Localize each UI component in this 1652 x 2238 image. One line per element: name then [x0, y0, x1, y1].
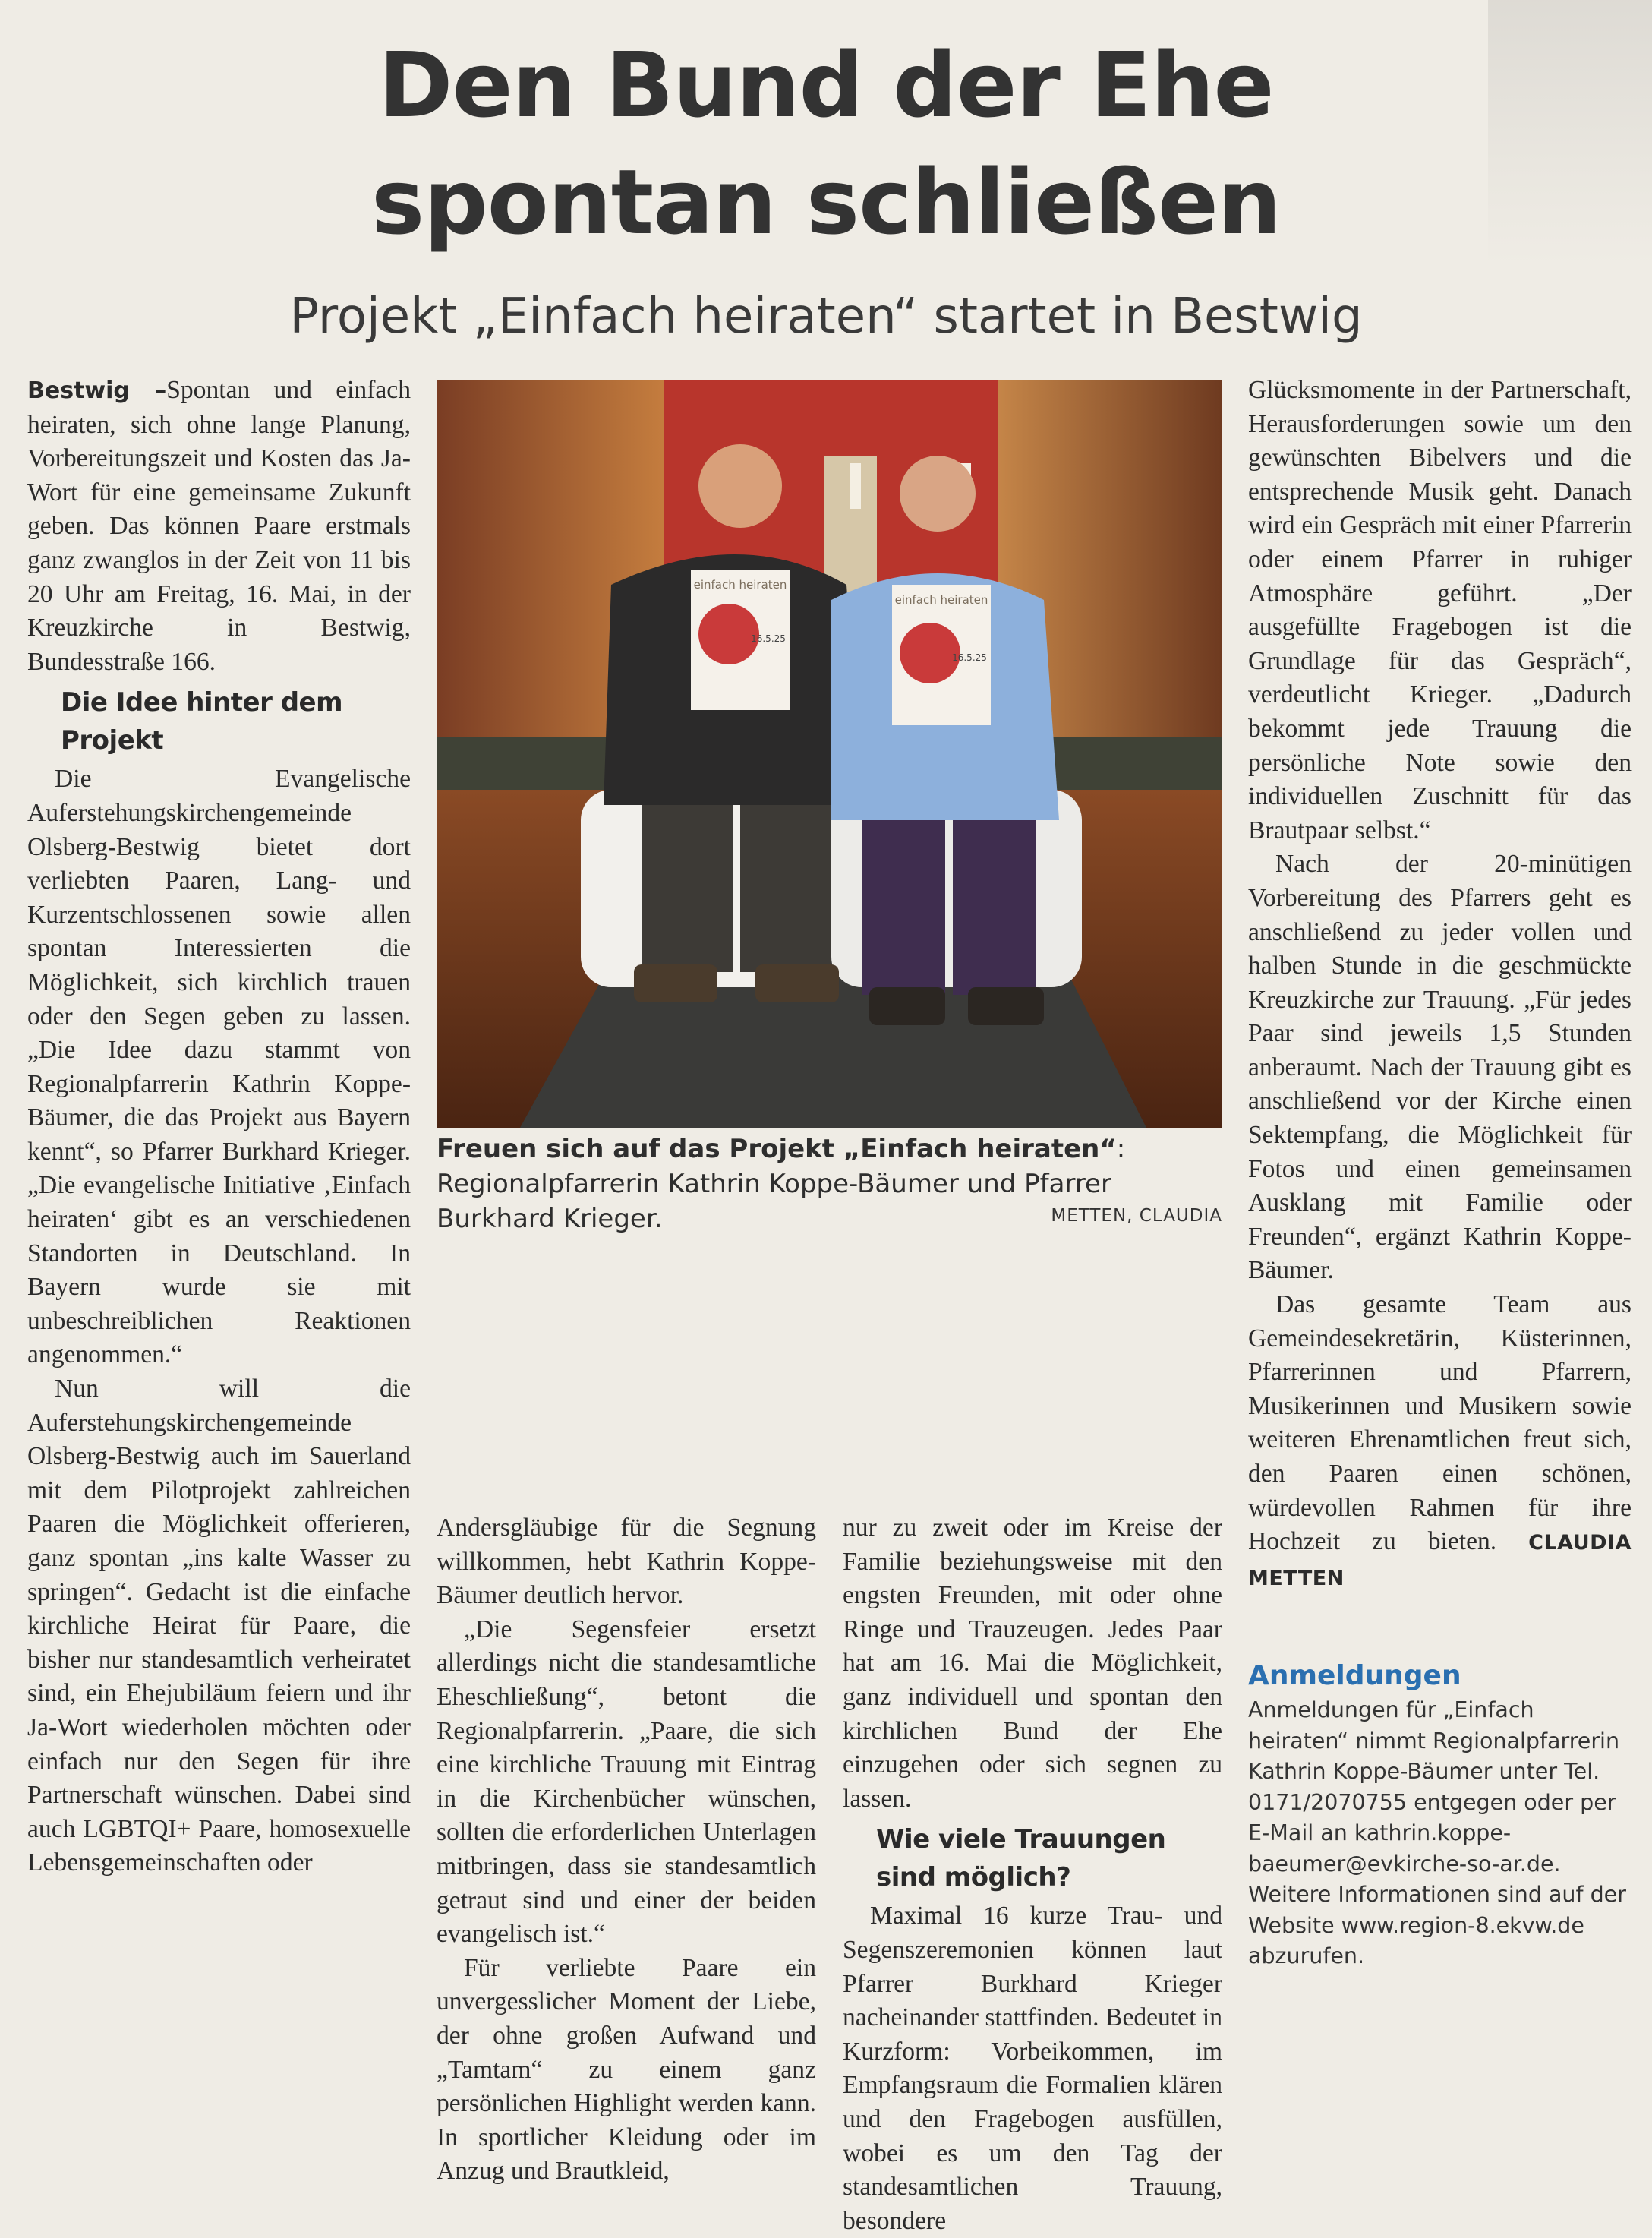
paragraph-7: Maximal 16 kurze Trau- und Segenszeremonien können laut Pfarrer Burkhard Krieger nacheinander stattfinden. Bedeutet in Kurzform: Vorbeikommen, im Empfangsraum die Formalien klären und den Fragebogen ausfüllen, wobei es um den Tag der standesamtlichen Trauung, besondere: [843, 1902, 1222, 2235]
article-column-4: [1248, 374, 1632, 1596]
infobox-title: Anmeldungen: [1248, 1660, 1461, 1691]
flyer-left-title: einfach heiraten: [693, 578, 787, 592]
headline-line-2: spontan schließen: [371, 150, 1281, 254]
paragraph-3: Andersgläubige für die Segnung willkommen, hebt Kathrin Koppe-Bäumer deutlich hervor.: [437, 1514, 816, 1610]
paragraph-9: Nach der 20-minütigen Vorbereitung des Pfarrers geht es anschließend zu jeder vollen und halben Stunde in die geschmückte Kreuzkirche zur Trauung. „Für jedes Paar sind jeweils 1,5 Stunden anberaumt. Nach der Trauung gibt es anschließend vor der Kirche einen Sektempfang, die Möglichkeit für Fotos und einen gemeinsamen Ausklang mit Familie oder Freunden“, ergänzt Kathrin Koppe-Bäumer.: [1248, 850, 1632, 1285]
paragraph-4: „Die Segensfeier ersetzt allerdings nicht die standesamtliche Eheschließung“, betont die Regionalpfarrerin. „Paare, die sich eine kirchliche Trauung mit Eintrag in die Kirchenbücher wünschen, sollten die erforderlichen Unterlagen mitbringen, dass sie standesamtlich getraut sind und einer der beiden evangelisch ist.“: [437, 1615, 816, 1949]
infobox-text: Anmeldungen für „Einfach heiraten“ nimmt Regionalpfarrerin Kathrin Koppe-Bäumer unter Tel. 0171/2070755 entgegen oder per E-Mail an kathrin.koppe-baeumer@evkirche-so-ar.de. Weitere Informationen sind auf der Website www.region-8.ekvw.de abzurufen.: [1248, 1697, 1626, 1968]
caption-rest: : Regionalpfarrerin Kathrin Koppe-Bäumer und Pfarrer Burkhard Krieger.: [437, 1134, 1126, 1234]
flyer-right-date: 16.5.25: [952, 652, 987, 663]
caption-bold: Freuen sich auf das Projekt „Einfach heiraten“: [437, 1134, 1117, 1164]
article-column-3: [843, 1511, 1222, 2238]
photo-credit: METTEN, CLAUDIA: [1051, 1206, 1222, 1226]
flyer-right: [892, 585, 991, 725]
article-column-1: [27, 374, 411, 1880]
dateline: Bestwig –: [27, 377, 167, 404]
flyer-left-date: 16.5.25: [751, 633, 786, 644]
headline-line-1: Den Bund der Ehe: [378, 33, 1274, 137]
paragraph-5: Für verliebte Paare ein unvergesslicher Moment der Liebe, der ohne großen Aufwand und „Tamtam“ zu einem ganz persönlichen Highlight werden kann. In sportlicher Kleidung oder im Anzug und Brautkleid,: [437, 1953, 816, 2186]
section-title-idea: Die Idee hinter dem Projekt: [61, 687, 343, 756]
article-column-2: [437, 1511, 816, 2189]
paragraph-6: nur zu zweit oder im Kreise der Familie beziehungsweise mit den engsten Freunden, mit oder ohne Ringe und Trauzeugen. Jedes Paar hat am 16. Mai die Möglichkeit, ganz individuell und spontan den kirchlichen Bund der Ehe einzugehen oder sich segnen zu lassen.: [843, 1514, 1222, 1813]
article-photo: [437, 380, 1222, 1128]
section-title-how-many: Wie viele Trauungen sind möglich?: [876, 1824, 1166, 1893]
paragraph-10: [1248, 1288, 1632, 1596]
lead-text: Spontan und einfach heiraten, sich ohne lange Planung, Vorbereitungszeit und Kosten das Ja-Wort für eine gemeinsame Zukunft geben. Das können Paare erstmals ganz zwanglos in der Zeit von 11 bis 20 Uhr am Freitag, 16. Mai, in der Kreuzkirche in Bestwig, Bundesstraße 166.: [27, 376, 411, 676]
subheadline: Projekt „Einfach heiraten“ startet in Bestwig: [289, 289, 1363, 345]
lead-paragraph: [27, 374, 411, 679]
paragraph-2: Nun will die Auferstehungskirchengemeinde Olsberg-Bestwig auch im Sauerland mit dem Pilotprojekt zahlreichen Paaren die Möglichkeit offerieren, ganz spontan „ins kalte Wasser zu springen“. Gedacht ist die einfache kirchliche Heirat für Paare, die bisher nur standesamtlich verheiratet sind, ein Ehejubiläum feiern und ihr Ja-Wort wiederholen möchten oder einfach nur den Segen für ihre Partnerschaft wünschen. Dabei sind auch LGBTQI+ Paare, homosexuelle Lebensgemeinschaften oder: [27, 1375, 411, 1877]
photo-illustration: [437, 380, 1222, 1128]
registration-infobox: [1248, 1657, 1632, 1972]
paragraph-10-text: Das gesamte Team aus Gemeindesekretärin, Küsterinnen, Pfarrerinnen und Pfarrern, Musikerinnen und Musikern sowie weiteren Ehrenamtlichen freut sich, den Paaren einen schönen, würdevollen Rahmen für ihre Hochzeit zu bieten.: [1248, 1290, 1632, 1556]
flyer-right-title: einfach heiraten: [894, 593, 988, 607]
author-byline: CLAUDIA METTEN: [1248, 1531, 1632, 1590]
paragraph-8: Glücksmomente in der Partnerschaft, Herausforderungen sowie um den gewünschten Bibelvers und die entsprechende Musik geht. Danach wird ein Gespräch mit einer Pfarrerin oder einem Pfarrer in ruhiger Atmosphäre geführt. „Der ausgefüllte Fragebogen ist die Grundlage für das Gespräch“, verdeutlicht Krieger. „Dadurch bekommt jede Trauung die persönliche Note sowie den individuellen Zuschnitt für das Brautpaar selbst.“: [1248, 376, 1632, 844]
paragraph-1: Die Evangelische Auferstehungskirchengemeinde Olsberg-Bestwig bietet dort verliebten Paaren, Lang- und Kurzentschlossenen sowie allen spontan Interessierten die Möglichkeit, sich kirchlich trauen oder den Segen geben zu lassen. „Die Idee dazu stammt von Regionalpfarrerin Kathrin Koppe-Bäumer, die das Projekt aus Bayern kennt“, so Pfarrer Burkhard Krieger. „Die evangelische Initiative ‚Einfach heiraten‘ gibt es an verschiedenen Standorten in Deutschland. In Bayern wurde sie mit unbeschreiblichen Reaktionen angenommen.“: [27, 765, 411, 1369]
flyer-left: [691, 570, 790, 710]
